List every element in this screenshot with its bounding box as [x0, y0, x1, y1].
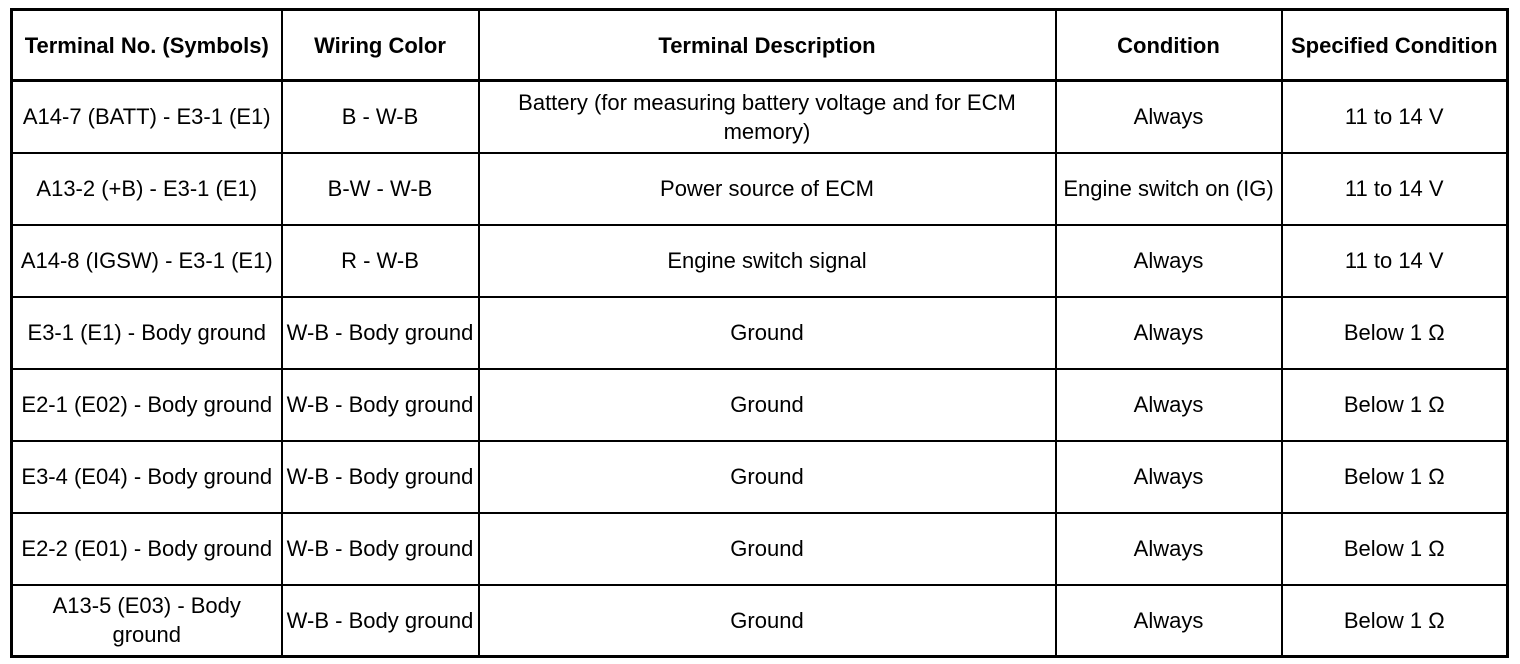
cell-condition: Always	[1056, 369, 1282, 441]
table-row	[12, 369, 1508, 441]
cell-condition: Always	[1056, 513, 1282, 585]
cell-description: Ground	[479, 297, 1056, 369]
cell-specified: 11 to 14 V	[1282, 81, 1508, 153]
cell-wiring-color: B-W - W-B	[282, 153, 479, 225]
cell-terminal: A14-7 (BATT) - E3-1 (E1)	[12, 81, 282, 153]
cell-terminal: A13-2 (+B) - E3-1 (E1)	[12, 153, 282, 225]
header-specified-condition: Specified Condition	[1282, 10, 1508, 81]
cell-wiring-color: B - W-B	[282, 81, 479, 153]
table-header-row	[12, 10, 1508, 81]
cell-wiring-color: W-B - Body ground	[282, 513, 479, 585]
cell-terminal: E3-4 (E04) - Body ground	[12, 441, 282, 513]
cell-condition: Always	[1056, 441, 1282, 513]
cell-specified: Below 1 Ω	[1282, 585, 1508, 657]
cell-specified: Below 1 Ω	[1282, 369, 1508, 441]
cell-wiring-color: R - W-B	[282, 225, 479, 297]
cell-condition: Always	[1056, 81, 1282, 153]
cell-description: Battery (for measuring battery voltage and for ECM memory)	[479, 81, 1056, 153]
table-row	[12, 585, 1508, 657]
cell-specified: Below 1 Ω	[1282, 297, 1508, 369]
table-row	[12, 153, 1508, 225]
table-row	[12, 297, 1508, 369]
cell-terminal: A14-8 (IGSW) - E3-1 (E1)	[12, 225, 282, 297]
cell-condition: Always	[1056, 225, 1282, 297]
header-wiring-color: Wiring Color	[282, 10, 479, 81]
cell-specified: 11 to 14 V	[1282, 153, 1508, 225]
cell-condition: Always	[1056, 297, 1282, 369]
terminal-spec-sheet	[10, 8, 1506, 658]
cell-description: Engine switch signal	[479, 225, 1056, 297]
cell-wiring-color: W-B - Body ground	[282, 585, 479, 657]
cell-terminal: E3-1 (E1) - Body ground	[12, 297, 282, 369]
table-row	[12, 225, 1508, 297]
cell-terminal: A13-5 (E03) - Body ground	[12, 585, 282, 657]
table-row	[12, 81, 1508, 153]
header-terminal-no: Terminal No. (Symbols)	[12, 10, 282, 81]
cell-description: Ground	[479, 369, 1056, 441]
table-row	[12, 441, 1508, 513]
cell-description: Ground	[479, 513, 1056, 585]
terminal-spec-table	[10, 8, 1509, 658]
cell-specified: Below 1 Ω	[1282, 513, 1508, 585]
cell-specified: 11 to 14 V	[1282, 225, 1508, 297]
cell-wiring-color: W-B - Body ground	[282, 369, 479, 441]
cell-terminal: E2-2 (E01) - Body ground	[12, 513, 282, 585]
cell-wiring-color: W-B - Body ground	[282, 297, 479, 369]
cell-specified: Below 1 Ω	[1282, 441, 1508, 513]
cell-description: Ground	[479, 441, 1056, 513]
cell-wiring-color: W-B - Body ground	[282, 441, 479, 513]
cell-condition: Always	[1056, 585, 1282, 657]
table-row	[12, 513, 1508, 585]
cell-description: Power source of ECM	[479, 153, 1056, 225]
header-terminal-description: Terminal Description	[479, 10, 1056, 81]
cell-description: Ground	[479, 585, 1056, 657]
cell-condition: Engine switch on (IG)	[1056, 153, 1282, 225]
cell-terminal: E2-1 (E02) - Body ground	[12, 369, 282, 441]
header-condition: Condition	[1056, 10, 1282, 81]
